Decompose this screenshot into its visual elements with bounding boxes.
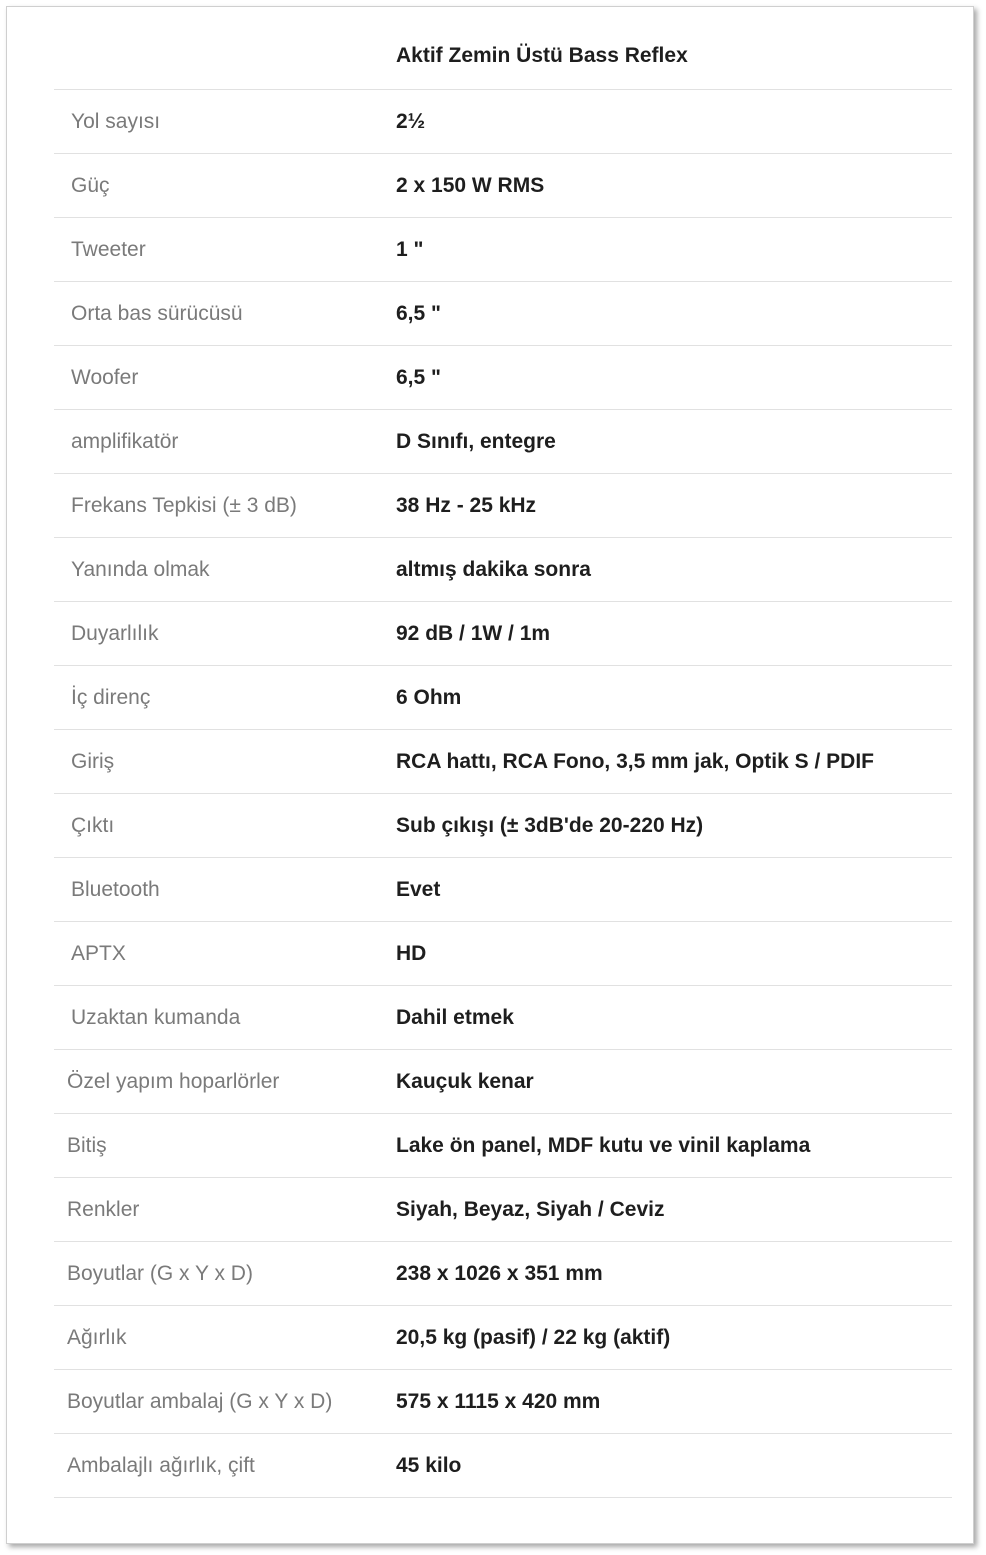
spec-label: Yol sayısı (54, 90, 396, 154)
spec-value: RCA hattı, RCA Fono, 3,5 mm jak, Optik S / PDIF (396, 730, 952, 794)
spec-label: Uzaktan kumanda (54, 986, 396, 1050)
spec-table-header-row (54, 23, 952, 90)
spec-label: Renkler (54, 1178, 396, 1242)
spec-label: Boyutlar (G x Y x D) (54, 1242, 396, 1306)
spec-label: Çıktı (54, 794, 396, 858)
spec-row (54, 986, 952, 1050)
spec-row (54, 1178, 952, 1242)
spec-value: 1 " (396, 218, 952, 282)
spec-sheet-frame (6, 6, 974, 1544)
spec-row (54, 1370, 952, 1434)
spec-value: 575 x 1115 x 420 mm (396, 1370, 952, 1434)
spec-value: HD (396, 922, 952, 986)
spec-label: Güç (54, 154, 396, 218)
spec-value: Evet (396, 858, 952, 922)
header-product-type: Aktif Zemin Üstü Bass Reflex (396, 23, 952, 90)
spec-label: Woofer (54, 346, 396, 410)
spec-row (54, 1050, 952, 1114)
spec-label: Ambalajlı ağırlık, çift (54, 1434, 396, 1498)
spec-value: altmış dakika sonra (396, 538, 952, 602)
spec-row (54, 410, 952, 474)
spec-row (54, 922, 952, 986)
spec-value: Siyah, Beyaz, Siyah / Ceviz (396, 1178, 952, 1242)
spec-label: Boyutlar ambalaj (G x Y x D) (54, 1370, 396, 1434)
spec-label: Bitiş (54, 1114, 396, 1178)
spec-value: 92 dB / 1W / 1m (396, 602, 952, 666)
spec-label: İç direnç (54, 666, 396, 730)
spec-value: 2½ (396, 90, 952, 154)
spec-label: amplifikatör (54, 410, 396, 474)
spec-value: 45 kilo (396, 1434, 952, 1498)
spec-value: 238 x 1026 x 351 mm (396, 1242, 952, 1306)
spec-table-body (54, 23, 952, 1498)
spec-row (54, 794, 952, 858)
spec-value: 2 x 150 W RMS (396, 154, 952, 218)
spec-value: D Sınıfı, entegre (396, 410, 952, 474)
spec-row (54, 602, 952, 666)
spec-row (54, 538, 952, 602)
spec-label: Giriş (54, 730, 396, 794)
spec-row (54, 346, 952, 410)
spec-table (54, 23, 952, 1498)
spec-label: Duyarlılık (54, 602, 396, 666)
spec-label: Tweeter (54, 218, 396, 282)
spec-row (54, 1306, 952, 1370)
spec-value: Lake ön panel, MDF kutu ve vinil kaplama (396, 1114, 952, 1178)
spec-label: Ağırlık (54, 1306, 396, 1370)
spec-value: 20,5 kg (pasif) / 22 kg (aktif) (396, 1306, 952, 1370)
spec-label: Yanında olmak (54, 538, 396, 602)
spec-label: APTX (54, 922, 396, 986)
spec-label: Orta bas sürücüsü (54, 282, 396, 346)
spec-value: Sub çıkışı (± 3dB'de 20-220 Hz) (396, 794, 952, 858)
spec-value: 6,5 " (396, 346, 952, 410)
spec-row (54, 218, 952, 282)
spec-row (54, 1114, 952, 1178)
spec-row (54, 282, 952, 346)
spec-row (54, 858, 952, 922)
spec-value: 6,5 " (396, 282, 952, 346)
spec-label: Özel yapım hoparlörler (54, 1050, 396, 1114)
spec-row (54, 730, 952, 794)
spec-value: 38 Hz - 25 kHz (396, 474, 952, 538)
spec-row (54, 90, 952, 154)
spec-row (54, 1434, 952, 1498)
spec-value: Kauçuk kenar (396, 1050, 952, 1114)
spec-row (54, 1242, 952, 1306)
spec-row (54, 474, 952, 538)
spec-row (54, 666, 952, 730)
header-label-cell (54, 23, 396, 90)
spec-row (54, 154, 952, 218)
spec-label: Frekans Tepkisi (± 3 dB) (54, 474, 396, 538)
spec-value: 6 Ohm (396, 666, 952, 730)
spec-value: Dahil etmek (396, 986, 952, 1050)
spec-label: Bluetooth (54, 858, 396, 922)
